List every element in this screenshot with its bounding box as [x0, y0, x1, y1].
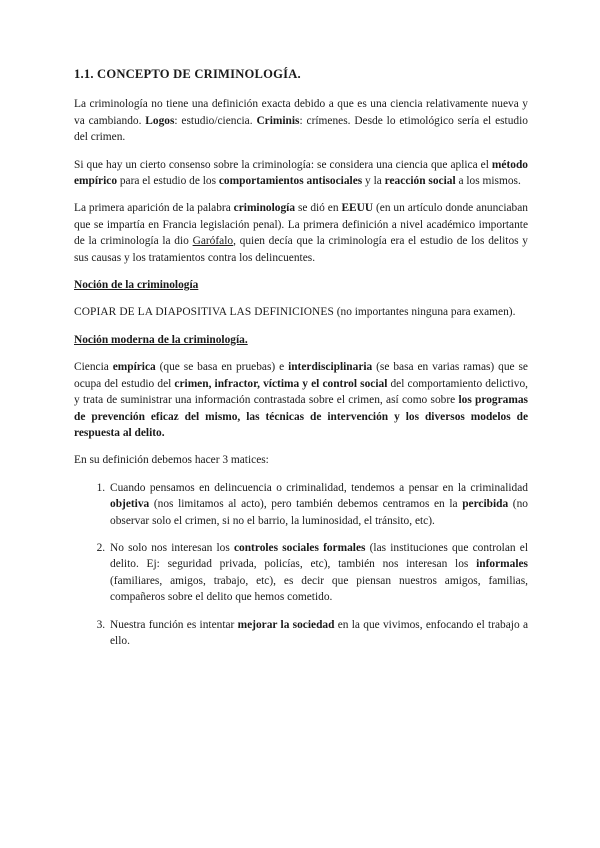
bold-term: Logos — [145, 114, 175, 127]
bold-term: comportamientos antisociales — [218, 175, 363, 188]
bold-term: método empírico — [74, 158, 528, 188]
section-heading-modern-notion: Noción moderna de la criminología. — [74, 333, 248, 346]
list-item — [108, 540, 528, 606]
bold-term: objetiva — [110, 498, 150, 511]
text: (que se basa en pruebas) e — [155, 361, 289, 374]
nuances-list — [74, 480, 528, 650]
list-item — [108, 480, 528, 529]
text: del comportamiento delictivo, y trata de suministrar una información contrastada sobre el crimen, así como sobre — [74, 377, 528, 407]
bold-term: empírica — [112, 361, 156, 374]
text: en la que vivimos, enfocando el trabajo a ello. — [110, 618, 529, 647]
paragraph-history — [74, 200, 528, 266]
text: La primera aparición de la palabra — [74, 202, 234, 215]
text: Nuestra función es intentar — [110, 618, 238, 631]
paragraph-copy-note — [74, 304, 528, 320]
bold-term: crimen, infractor, víctima y el control social — [174, 377, 388, 390]
text: (nos limitamos al acto), pero también debemos centramos en la — [149, 498, 463, 511]
bold-term: los programas de prevención eficaz del mismo, las técnicas de intervención y los diversos modelos de respuesta al delito. — [74, 394, 528, 439]
paragraph-nuances-intro: En su definición debemos hacer 3 matices: — [74, 454, 269, 467]
text: Ciencia — [74, 361, 113, 374]
text: (las instituciones que controlan el delito. Ej: seguridad privada, policías, etc), también nos interesan los — [110, 541, 528, 571]
bold-term: Criminis — [256, 114, 300, 127]
text: : crímenes. Desde lo etimológico sería el estudio del crimen. — [74, 114, 528, 144]
bold-term: EEUU — [341, 202, 374, 215]
text: a los mismos. — [455, 175, 521, 188]
bold-term: reacción social — [384, 175, 456, 188]
text: (se basa en varias ramas) que se ocupa del estudio del — [74, 361, 528, 390]
text: (en un artículo donde anunciaban que se impartía en Francia legislación penal). La primera definición a nivel académico importante de la criminología la dio — [74, 202, 528, 248]
bold-term: criminología — [233, 202, 296, 215]
paragraph-definition — [74, 96, 528, 145]
text: (no importantes ninguna para examen). — [333, 306, 516, 319]
paragraph-consensus — [74, 157, 528, 190]
text: y la — [362, 175, 385, 188]
text: para el estudio de los — [117, 175, 219, 188]
bold-term: mejorar la sociedad — [237, 618, 335, 631]
text: , quien decía que la criminología era el estudio de los delitos y sus causas y los tratamientos contra los delincuentes. — [74, 235, 528, 264]
bold-term: percibida — [462, 498, 509, 511]
text: se dió en — [295, 202, 342, 215]
text: Si que hay un cierto consenso sobre la criminología: se considera una ciencia que aplica el — [74, 158, 492, 171]
bold-term: controles sociales formales — [233, 541, 366, 554]
list-item — [108, 617, 528, 650]
text: Cuando pensamos en delincuencia o criminalidad, tendemos a pensar en la criminalidad — [110, 481, 528, 494]
page-title: 1.1. CONCEPTO DE CRIMINOLOGÍA. — [74, 67, 301, 81]
bold-term: informales — [476, 558, 528, 571]
bold-term: interdisciplinaria — [288, 361, 373, 374]
section-heading-notion: Noción de la criminología — [74, 279, 199, 292]
text: (familiares, amigos, trabajo, etc), es decir que piensan nuestros amigos, familias, compañeros sobre el delito que hemos cometido. — [110, 574, 528, 604]
document-body — [74, 66, 528, 660]
text: La criminología no tiene una definición exacta debido a que es una ciencia relativamente nueva y va cambiando. — [74, 98, 528, 127]
paragraph-modern-definition — [74, 359, 528, 441]
text: No solo nos interesan los — [110, 541, 234, 554]
text: COPIAR DE LA DIAPOSITIVA LAS DEFINICIONES — [74, 306, 334, 319]
text: : estudio/ciencia. — [174, 114, 257, 127]
underlined-name: Garófalo — [192, 235, 234, 248]
text: (no observar solo el crimen, si no el barrio, la luminosidad, el tránsito, etc). — [110, 498, 528, 527]
